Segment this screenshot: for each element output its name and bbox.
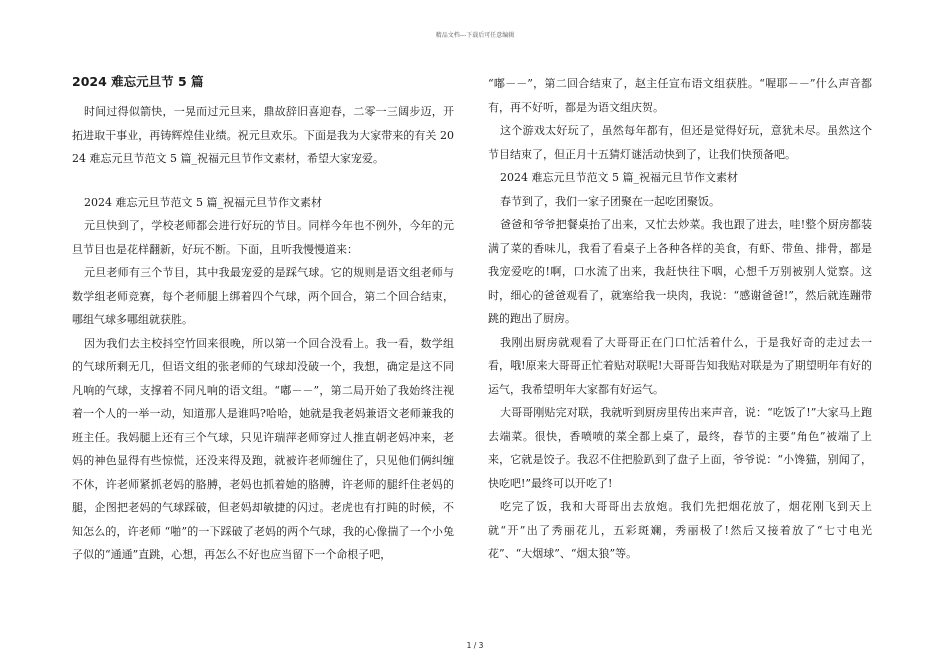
left-column xyxy=(72,72,454,567)
paragraph: 大哥哥刚贴完对联，我就听到厨房里传出来声音，说：“吃饭了!”大家马上跑去端菜。很快，香喷喷的菜全都上桌了，最终，春节的主要“角色”被端了上来，它就是饺子。我忍不住把脸趴到了盘子上面，爷爷说：“小馋猫，别闻了，快吃吧!”最终可以开吃了! xyxy=(488,406,872,490)
document-title: 2024 难忘元旦节 5 篇 xyxy=(72,74,204,89)
paragraph: 春节到了，我们一家子团聚在一起吃团聚饭。 xyxy=(500,194,720,208)
paragraph: 元旦老师有三个节目，其中我最宠爱的是踩气球。它的规则是语文组老师与数学组老师竞赛，每个老师腿上绑着四个气球，两个回合，第二个回合结束，哪组气球多哪组就获胜。 xyxy=(72,266,454,326)
paragraph: “嘟－－”，第二回合结束了，赵主任宣布语文组获胜。“喔耶－－”什么声音都有，再不好听，都是为语文组庆贺。 xyxy=(488,77,872,114)
page-number: 1 / 3 xyxy=(466,641,484,650)
paragraph: 因为我们去主校抖空竹回来很晚，所以第一个回合没看上。我一看，数学组的气球所剩无几，但语文组的张老师的气球却没破一个，我想，确定是这不同凡响的气球，支撑着不同凡响的语文组。“嘟－－”，第二局开始了我始终注视着一个人的一举一动，知道那人是谁吗?哈哈，她就是我老妈兼语文老师兼我的班主任。我妈腿上还有三个气球，只见许瑞萍老师穿过人推直朝老妈冲来，老妈的神色显得有些惊慌，还没来得及跑，就被许老师缠住了，只见他们俩纠缠不休，许老师紧抓老妈的胳膊，老妈也抓着她的胳膊，许老师的腿纤住老妈的腿，企图把老妈的气球踩破，但老妈却敏捷的闪过。老虎也有打盹的时候，不知怎么的，许老师 “啪”的一下踩破了老妈的两个气球，我的心像揣了一个小兔子似的“通通”直跳，心想，再怎么不好也应当留下一个命根子吧， xyxy=(72,336,454,561)
section-heading: 2024 难忘元旦节范文 5 篇_祝福元旦节作文素材 xyxy=(500,171,738,184)
paragraph: 这个游戏太好玩了，虽然每年都有，但还是觉得好玩，意犹未尽。虽然这个节目结束了，但正月十五猜灯谜活动快到了，让我们快预备吧。 xyxy=(488,124,872,161)
paragraph: 吃完了饭，我和大哥哥出去放炮。我们先把烟花放了，烟花刚飞到天上就“开”出了秀丽花儿，五彩斑斓，秀丽极了!然后又接着放了“七寸电光花”、“大烟球”、“烟太狼”等。 xyxy=(488,500,872,560)
paragraph: 爸爸和爷爷把餐桌抬了出来，又忙去炒菜。我也跟了进去，哇!整个厨房都装满了菜的香味儿，我看了看桌子上各种各样的美食，有虾、带鱼、排骨，都是我宠爱吃的!啊，口水流了出来，我赶快往下咽，心想千万别被别人觉察。这时，细心的爸爸观看了，就塞给我一块肉，我说：“感谢爸爸!”，然后就连蹦带跳的跑出了厨房。 xyxy=(488,218,872,325)
header-note: 精品文档---下载后可任意编辑 xyxy=(435,32,515,39)
paragraph: 时间过得似箭快，一晃而过元旦来，鼎故辞旧喜迎春，二零一三阔步迈，开拓进取干事业，再铸辉煌佳业绩。祝元旦欢乐。下面是我为大家带来的有关 2024 难忘元旦节范文 5 篇_祝福元旦节作文素材，希望大家宠爱。 xyxy=(72,105,454,165)
section-heading: 2024 难忘元旦节范文 5 篇_祝福元旦节作文素材 xyxy=(84,195,322,209)
paragraph: 我刚出厨房就观看了大哥哥正在门口忙活着什么，于是我好奇的走过去一看，哦!原来大哥哥正忙着贴对联呢!大哥哥告知我贴对联是为了期望明年有好的运气，我希望明年大家都有好运气。 xyxy=(488,335,872,396)
right-column xyxy=(488,72,872,566)
paragraph: 元旦快到了，学校老师都会进行好玩的节目。同样今年也不例外，今年的元旦节目也是花样翻新，好玩不断。下面，且听我慢慢道来： xyxy=(72,219,454,256)
